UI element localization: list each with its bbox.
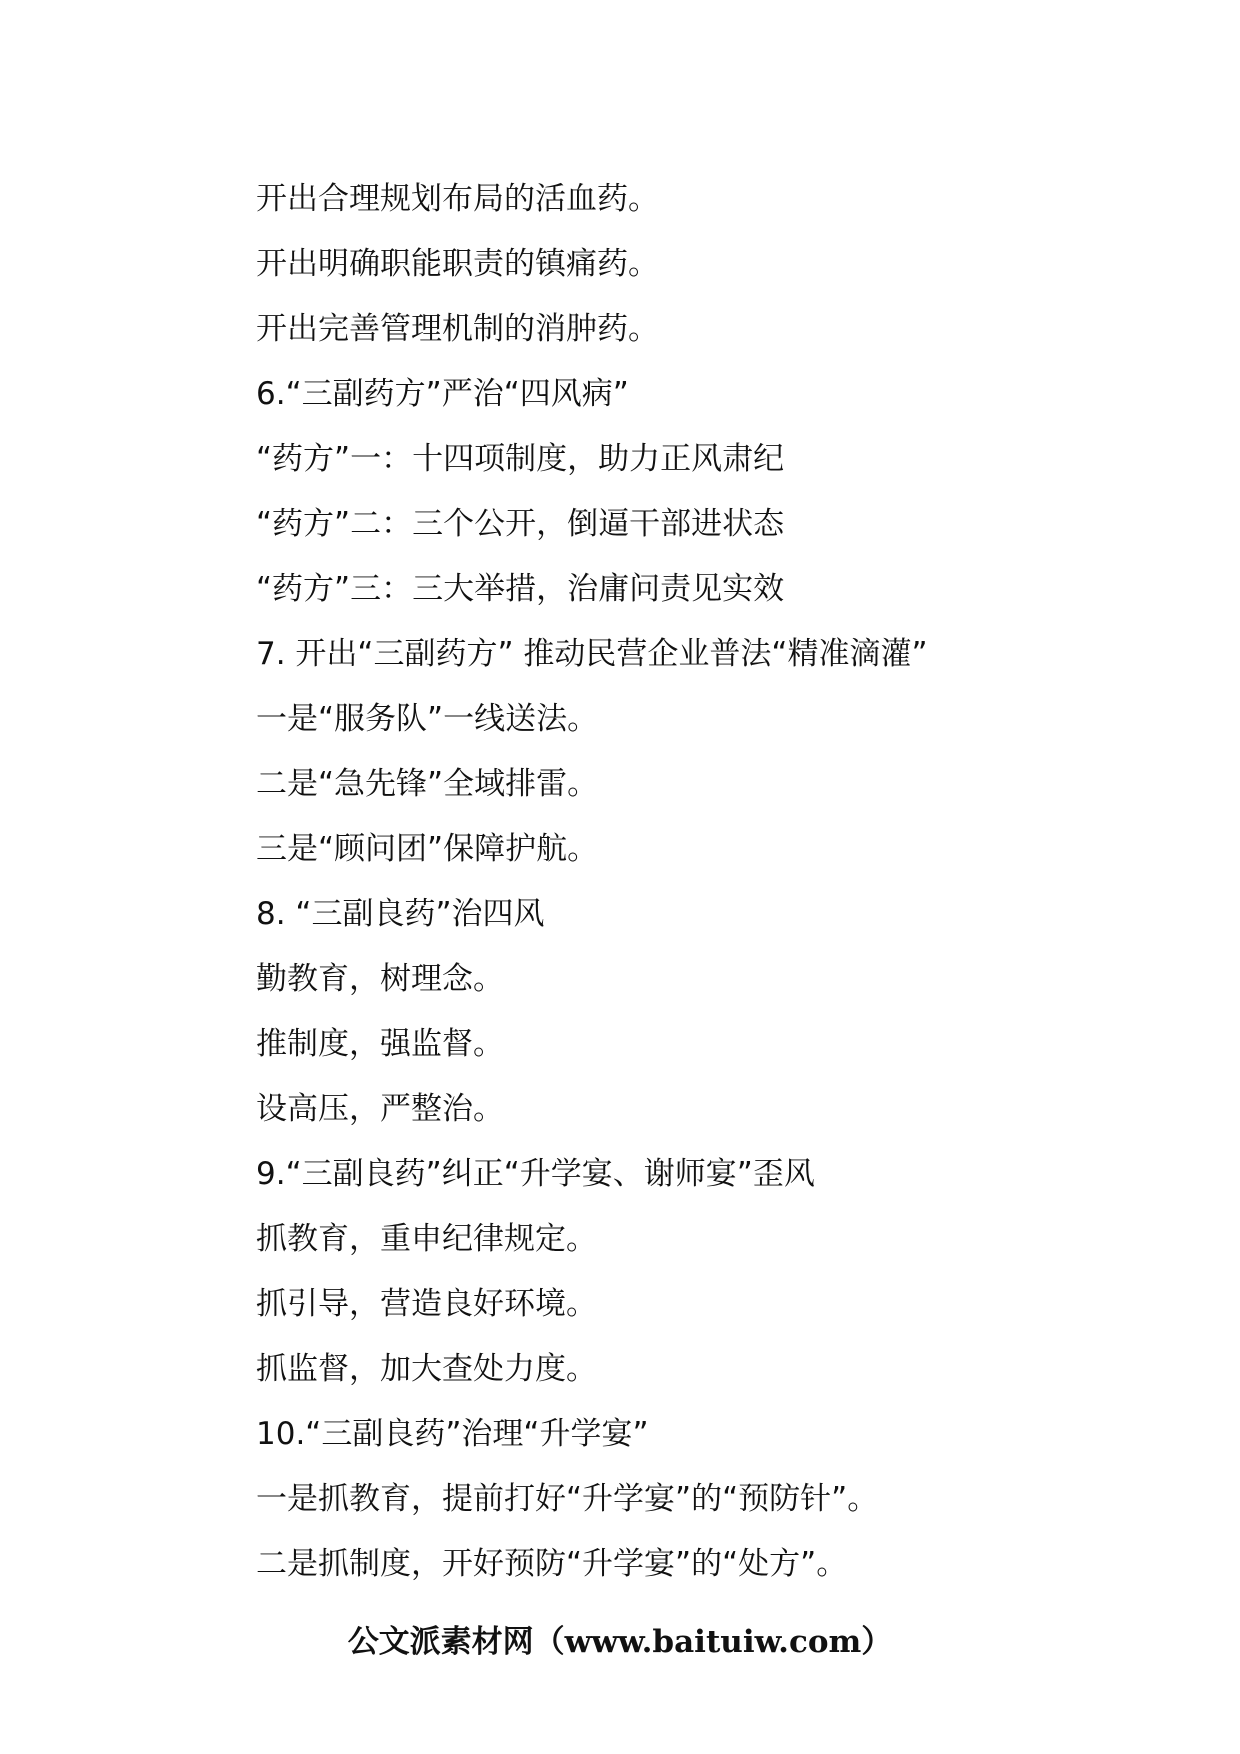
text-line: 二是“急先锋”全域排雷。 [256,766,599,802]
text-line: 推制度，强监督。 [256,1026,504,1062]
text-line: 二是抓制度，开好预防“升学宴”的“处方”。 [256,1546,848,1582]
section-heading: 6.“三副药方”严治“四风病” [256,376,629,412]
text-line: 开出合理规划布局的活血药。 [256,181,659,217]
text-line: 抓监督，加大查处力度。 [256,1351,597,1387]
document-body [256,172,1176,1602]
text-line: 开出明确职能职责的镇痛药。 [256,246,659,282]
text-line: 一是抓教育，提前打好“升学宴”的“预防针”。 [256,1481,879,1517]
section-heading: 8. “三副良药”治四风 [256,896,545,932]
text-line: “药方”二：三个公开，倒逼干部进状态 [256,506,785,542]
section-heading: 7. 开出“三副药方” 推动民营企业普法“精准滴灌” [256,636,928,672]
footer-watermark: 公文派素材网（www.baituiw.com） [347,1624,893,1660]
text-line: 开出完善管理机制的消肿药。 [256,311,659,347]
text-line: “药方”一：十四项制度，助力正风肃纪 [256,441,785,477]
text-line: 设高压，严整治。 [256,1091,504,1127]
section-heading: 9.“三副良药”纠正“升学宴、谢师宴”歪风 [256,1156,815,1192]
text-line: “药方”三：三大举措，治庸问责见实效 [256,571,785,607]
text-line: 抓引导，营造良好环境。 [256,1286,597,1322]
text-line: 勤教育，树理念。 [256,961,504,997]
section-heading: 10.“三副良药”治理“升学宴” [256,1416,649,1452]
text-line: 一是“服务队”一线送法。 [256,701,599,737]
text-line: 三是“顾问团”保障护航。 [256,831,599,867]
text-line: 抓教育，重申纪律规定。 [256,1221,597,1257]
